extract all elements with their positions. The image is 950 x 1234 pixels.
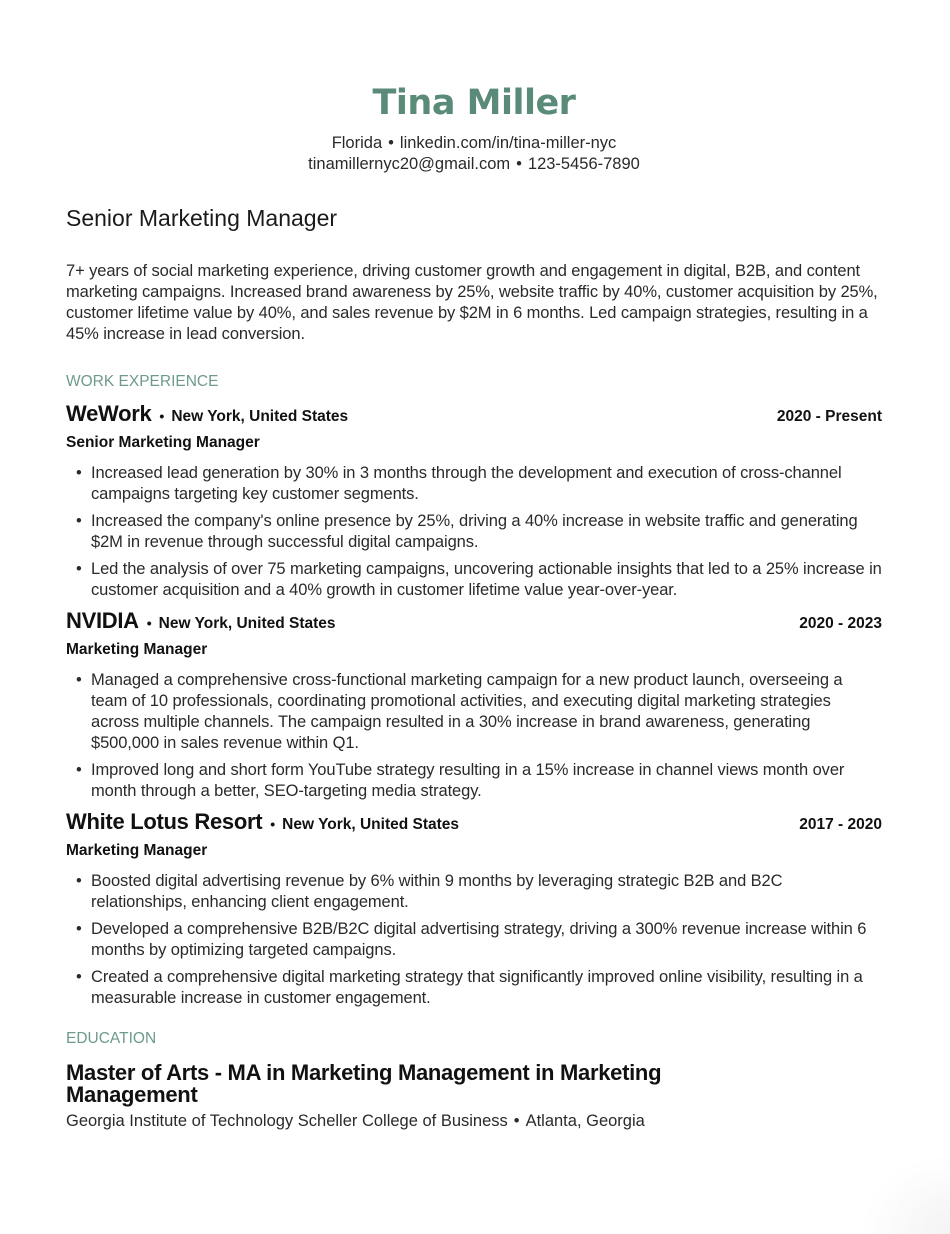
bullet-item [66,463,882,505]
bullet-item [66,871,882,913]
bullet-text: Boosted digital advertising revenue by 6% within 9 months by leveraging strategic B2B and B2C relationships, enhancing client engagement. [91,872,783,911]
job-bullets [66,871,882,1009]
job-role: Marketing Manager [66,641,208,658]
separator-dot: • [270,816,276,832]
job-header [66,400,882,431]
bullet-item [66,967,882,1009]
bullet-text: Increased lead generation by 30% in 3 months through the development and execution of cross-channel campaigns targeting key customer segments. [91,464,842,503]
bullet-item [66,760,882,802]
job-header [66,607,882,638]
resume-header [66,0,882,175]
contact-location: Florida [331,134,383,152]
bullet-icon: • [76,560,82,578]
contact-separator: • [388,134,394,152]
bullet-text: Led the analysis of over 75 marketing campaigns, uncovering actionable insights that led to a 25% increase in customer acquisition and a 40% growth in customer lifetime value year-over-year. [91,560,882,599]
separator-dot: • [146,615,152,631]
job-entry [66,607,882,802]
job-location: New York, United States [158,615,336,632]
school-location: Atlanta, Georgia [525,1112,645,1130]
separator-dot: • [513,1112,520,1130]
company-name: White Lotus Resort [66,809,263,834]
bullet-text: Developed a comprehensive B2B/B2C digital advertising strategy, driving a 300% revenue increase within 6 months by optimizing targeted campaigns. [91,920,867,959]
bullet-icon: • [76,761,82,779]
bullet-item [66,559,882,601]
summary: 7+ years of social marketing experience, driving customer growth and engagement in digital, B2B, and content marketing campaigns. Increased brand awareness by 25%, website traffic by 40%, customer acquisition by 25%, customer lifetime value by 40%, and sales revenue by $2M in 6 months. Led campaign strategies, resulting in a 45% increase in lead conversion. [66,262,878,343]
job-header [66,808,882,839]
contact-line-1 [66,133,882,154]
contact-phone: 123-5456-7890 [527,155,640,173]
contact-email[interactable]: tinamillernyc20@gmail.com [308,155,511,173]
school-name: Georgia Institute of Technology Scheller College of Business [66,1112,508,1130]
job-dates: 2020 - Present [776,408,882,425]
bullet-item [66,670,882,754]
job-role: Marketing Manager [66,842,208,859]
headline: Senior Marketing Manager [66,205,338,231]
job-dates: 2017 - 2020 [799,816,882,833]
bullet-icon: • [76,872,82,890]
contact-linkedin[interactable]: linkedin.com/in/tina-miller-nyc [399,134,617,152]
bullet-icon: • [76,968,82,986]
job-bullets [66,463,882,601]
bullet-icon: • [76,512,82,530]
bullet-text: Increased the company's online presence by 25%, driving a 40% increase in website traffic and generating $2M in revenue through successful digital campaigns. [91,512,858,551]
job-dates: 2020 - 2023 [799,615,882,632]
bullet-text: Improved long and short form YouTube strategy resulting in a 15% increase in channel views month over month through a better, SEO-targeting media strategy. [91,761,845,800]
bullet-text: Created a comprehensive digital marketing strategy that significantly improved online visibility, resulting in a measurable increase in customer engagement. [91,968,863,1007]
bullet-icon: • [76,464,82,482]
section-title-education: EDUCATION [66,1030,157,1047]
company-name: WeWork [66,401,152,426]
company-name: NVIDIA [66,608,139,633]
job-location: New York, United States [171,408,349,425]
bullet-icon: • [76,671,82,689]
job-entry [66,400,882,601]
job-entry [66,808,882,1009]
job-bullets [66,670,882,802]
contact-separator: • [516,155,522,173]
bullet-text: Managed a comprehensive cross-functional marketing campaign for a new product launch, overseeing a team of 10 professionals, coordinating promotional activities, and executing digital marketing strategies across multiple channels. The campaign resulted in a 30% increase in brand awareness, generating $500,000 in sales revenue within Q1. [91,671,843,752]
page-corner-shadow [860,1154,950,1234]
job-location: New York, United States [282,816,460,833]
bullet-item [66,919,882,961]
contact-line-2 [66,154,882,175]
degree-title: Master of Arts - MA in Marketing Management in Marketing Management [66,1060,662,1107]
school-line [66,1111,882,1132]
candidate-name: Tina Miller [372,83,576,123]
separator-dot: • [159,408,165,424]
bullet-item [66,511,882,553]
job-role: Senior Marketing Manager [66,434,260,451]
bullet-icon: • [76,920,82,938]
section-title-work-experience: WORK EXPERIENCE [66,373,219,390]
